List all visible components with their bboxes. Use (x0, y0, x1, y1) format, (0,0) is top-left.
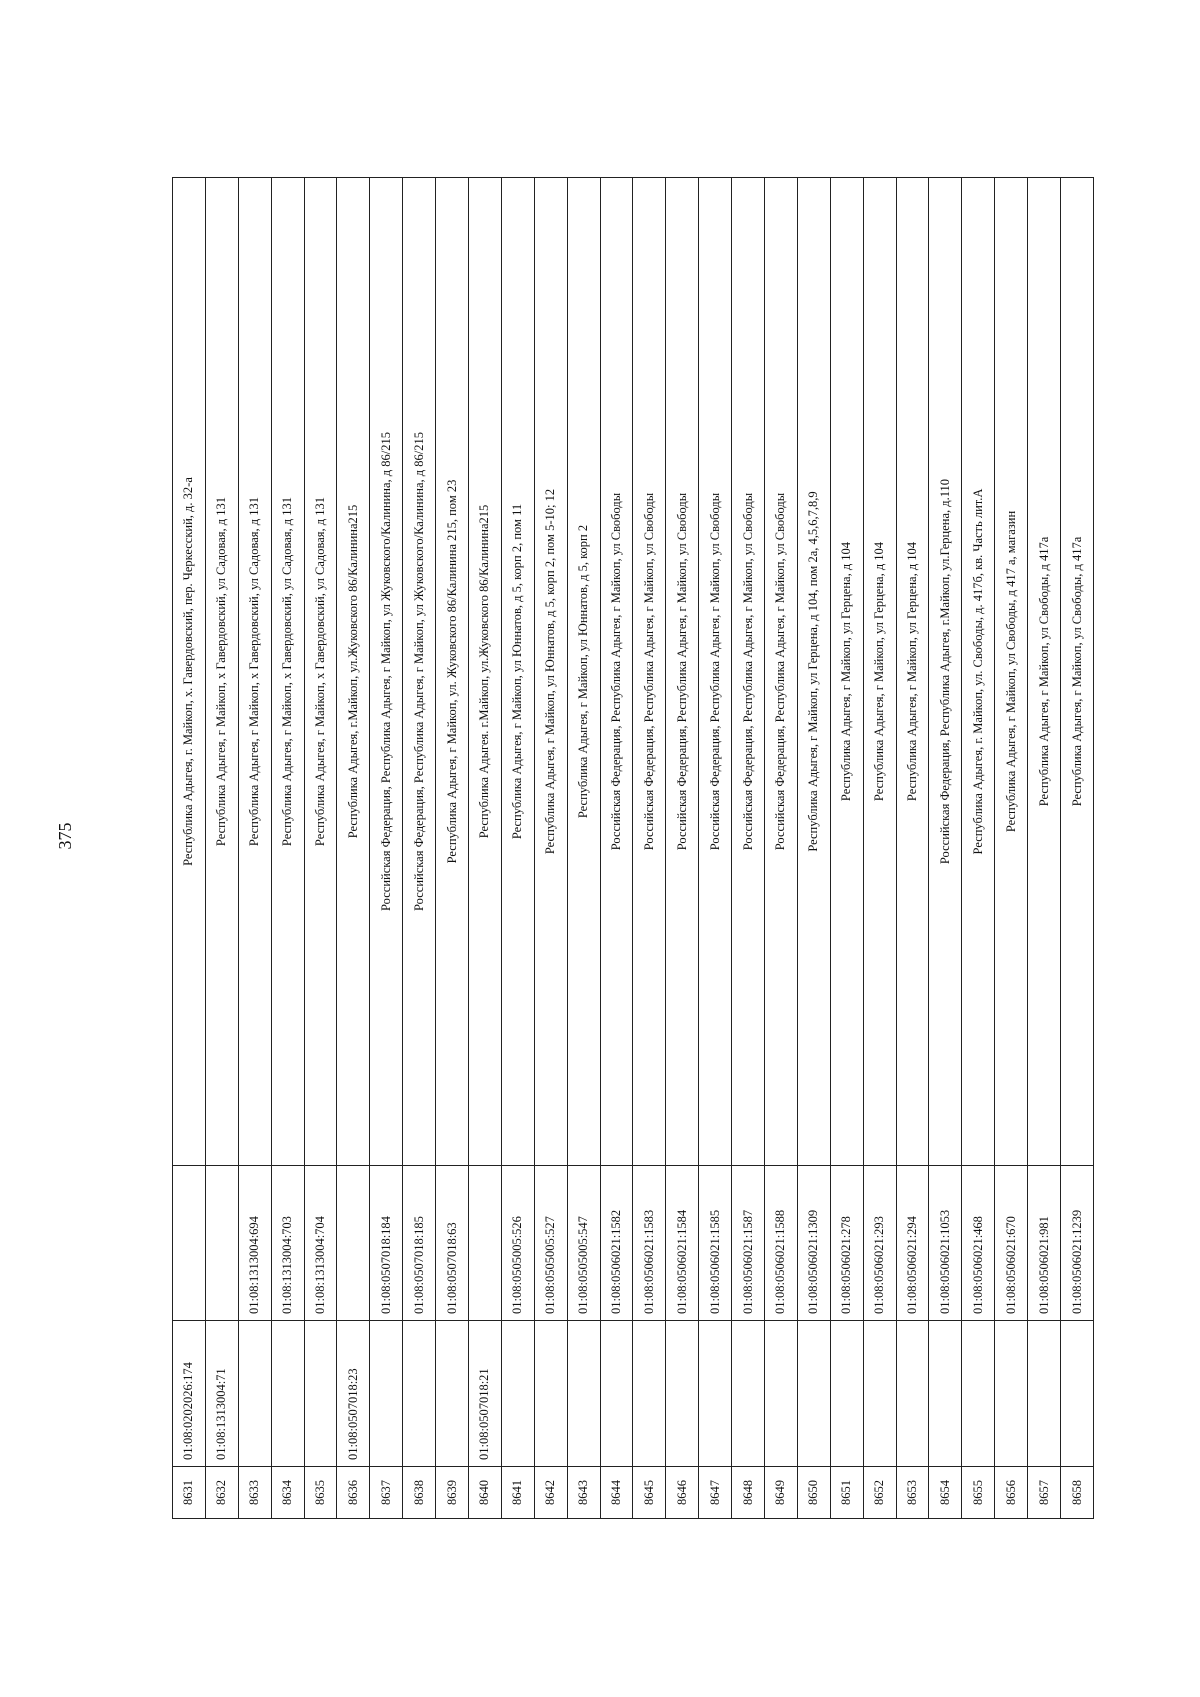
table-row (1061, 178, 1094, 1519)
registry-table-region (172, 178, 1094, 1519)
address-cell: Республика Адыгея, г Майкоп, ул Свободы, д 417а (1028, 178, 1061, 1166)
parcel-number-cell (666, 1321, 699, 1467)
row-number-cell: 8648 (732, 1467, 765, 1519)
address-cell: Республика Адыгея, г Майкоп, ул Свободы, д 417 а, магазин (995, 178, 1028, 1166)
parcel-number-cell (600, 1321, 633, 1467)
row-number-cell: 8638 (403, 1467, 436, 1519)
row-number-cell: 8646 (666, 1467, 699, 1519)
row-number-cell: 8637 (370, 1467, 403, 1519)
address-cell: Российская Федерация, Республика Адыгея, г.Майкоп, ул.Герцена, д.110 (929, 178, 962, 1166)
table-row (732, 178, 765, 1519)
row-number-cell: 8644 (600, 1467, 633, 1519)
row-number-cell: 8656 (995, 1467, 1028, 1519)
table-row (830, 178, 863, 1519)
row-number-cell: 8652 (863, 1467, 896, 1519)
parcel-number-cell (962, 1321, 995, 1467)
address-cell: Республика Адыгея, г Майкоп, х Гавердовский, ул Садовая, д 131 (205, 178, 238, 1166)
table-row (337, 178, 370, 1519)
table-row (469, 178, 502, 1519)
table-row (929, 178, 962, 1519)
object-number-cell: 01:08:0506021:1588 (765, 1166, 798, 1321)
object-number-cell: 01:08:0506021:1585 (699, 1166, 732, 1321)
parcel-number-cell (863, 1321, 896, 1467)
address-cell: Республика Адыгея, г Майкоп, ул Юннатов, д 5, корп 2, пом 5-10; 12 (534, 178, 567, 1166)
parcel-number-cell (238, 1321, 271, 1467)
object-number-cell (337, 1166, 370, 1321)
object-number-cell: 01:08:0506021:468 (962, 1166, 995, 1321)
object-number-cell: 01:08:0505005:527 (534, 1166, 567, 1321)
object-number-cell (205, 1166, 238, 1321)
object-number-cell: 01:08:0506021:981 (1028, 1166, 1061, 1321)
row-number-cell: 8657 (1028, 1467, 1061, 1519)
object-number-cell: 01:08:0506021:293 (863, 1166, 896, 1321)
parcel-number-cell (567, 1321, 600, 1467)
registry-table (172, 177, 1094, 1519)
object-number-cell: 01:08:0507018:185 (403, 1166, 436, 1321)
parcel-number-cell (699, 1321, 732, 1467)
row-number-cell: 8633 (238, 1467, 271, 1519)
object-number-cell: 01:08:0505005:526 (501, 1166, 534, 1321)
row-number-cell: 8650 (797, 1467, 830, 1519)
object-number-cell: 01:08:0506021:1584 (666, 1166, 699, 1321)
address-cell: Республика Адыгея, г Майкоп, ул Герцена, д 104 (896, 178, 929, 1166)
object-number-cell: 01:08:0506021:1309 (797, 1166, 830, 1321)
table-row (403, 178, 436, 1519)
parcel-number-cell (501, 1321, 534, 1467)
row-number-cell: 8653 (896, 1467, 929, 1519)
table-row (534, 178, 567, 1519)
parcel-number-cell: 01:08:0202026:174 (173, 1321, 206, 1467)
rotated-table-container (172, 178, 1094, 1519)
object-number-cell: 01:08:0507018:184 (370, 1166, 403, 1321)
parcel-number-cell (436, 1321, 469, 1467)
table-row (370, 178, 403, 1519)
object-number-cell (469, 1166, 502, 1321)
parcel-number-cell (304, 1321, 337, 1467)
address-cell: Республика Адыгея, г Майкоп, ул Герцена, д 104, пом 2а, 4,5,6,7,8,9 (797, 178, 830, 1166)
row-number-cell: 8634 (271, 1467, 304, 1519)
table-row (600, 178, 633, 1519)
object-number-cell: 01:08:0505005:547 (567, 1166, 600, 1321)
row-number-cell: 8635 (304, 1467, 337, 1519)
address-cell: Республика Адыгея, г.Майкоп, ул.Жуковского 86/Калинина215 (337, 178, 370, 1166)
row-number-cell: 8640 (469, 1467, 502, 1519)
table-row (205, 178, 238, 1519)
row-number-cell: 8655 (962, 1467, 995, 1519)
address-cell: Республика Адыгея. г.Майкоп, ул.Жуковского 86/Калинина215 (469, 178, 502, 1166)
table-row (436, 178, 469, 1519)
table-row (962, 178, 995, 1519)
address-cell: Российская Федерация, Республика Адыгея, г Майкоп, ул Свободы (732, 178, 765, 1166)
parcel-number-cell (765, 1321, 798, 1467)
address-cell: Российская Федерация, Республика Адыгея, г Майкоп, ул Жуковского/Калинина, д 86/215 (370, 178, 403, 1166)
address-cell: Республика Адыгея, г Майкоп, ул Герцена, д 104 (863, 178, 896, 1166)
address-cell: Республика Адыгея, г Майкоп, ул Свободы, д 417а (1061, 178, 1094, 1166)
table-row (863, 178, 896, 1519)
object-number-cell: 01:08:0506021:1582 (600, 1166, 633, 1321)
address-cell: Российская Федерация, Республика Адыгея, г Майкоп, ул Свободы (666, 178, 699, 1166)
table-row (1028, 178, 1061, 1519)
object-number-cell: 01:08:0506021:670 (995, 1166, 1028, 1321)
table-row (501, 178, 534, 1519)
row-number-cell: 8651 (830, 1467, 863, 1519)
row-number-cell: 8641 (501, 1467, 534, 1519)
table-row (699, 178, 732, 1519)
parcel-number-cell (896, 1321, 929, 1467)
object-number-cell: 01:08:0506021:1239 (1061, 1166, 1094, 1321)
table-row (567, 178, 600, 1519)
table-row (173, 178, 206, 1519)
page-number: 375 (55, 822, 75, 850)
address-cell: Российская Федерация, Республика Адыгея, г Майкоп, ул Свободы (633, 178, 666, 1166)
object-number-cell (173, 1166, 206, 1321)
object-number-cell: 01:08:0507018:63 (436, 1166, 469, 1321)
address-cell: Республика Адыгея, г. Майкоп, ул. Свободы, д. 417б, кв. Часть лит.А (962, 178, 995, 1166)
row-number-cell: 8645 (633, 1467, 666, 1519)
address-cell: Республика Адыгея, г. Майкоп, х. Гавердовский, пер. Черкесский, д. 32-а (173, 178, 206, 1166)
address-cell: Республика Адыгея, г Майкоп, ул Юннатов, д 5, корп 2, пом 11 (501, 178, 534, 1166)
row-number-cell: 8643 (567, 1467, 600, 1519)
table-row (304, 178, 337, 1519)
address-cell: Республика Адыгея, г Майкоп, ул Герцена, д 104 (830, 178, 863, 1166)
parcel-number-cell: 01:08:0507018:21 (469, 1321, 502, 1467)
table-row (896, 178, 929, 1519)
parcel-number-cell: 01:08:0507018:23 (337, 1321, 370, 1467)
row-number-cell: 8654 (929, 1467, 962, 1519)
parcel-number-cell (1028, 1321, 1061, 1467)
parcel-number-cell (995, 1321, 1028, 1467)
address-cell: Российская Федерация, Республика Адыгея, г Майкоп, ул Жуковского/Калинина, д 86/215 (403, 178, 436, 1166)
object-number-cell: 01:08:0506021:1587 (732, 1166, 765, 1321)
parcel-number-cell (797, 1321, 830, 1467)
parcel-number-cell (271, 1321, 304, 1467)
address-cell: Российская Федерация, Республика Адыгея, г Майкоп, ул Свободы (765, 178, 798, 1166)
address-cell: Республика Адыгея, г Майкоп, х Гавердовский, ул Садовая, д 131 (271, 178, 304, 1166)
parcel-number-cell (929, 1321, 962, 1467)
table-row (238, 178, 271, 1519)
row-number-cell: 8632 (205, 1467, 238, 1519)
parcel-number-cell (370, 1321, 403, 1467)
parcel-number-cell (534, 1321, 567, 1467)
address-cell: Республика Адыгея, г Майкоп, х Гавердовский, ул Садовая, д 131 (304, 178, 337, 1166)
registry-table-body (173, 178, 1094, 1519)
table-row (633, 178, 666, 1519)
object-number-cell: 01:08:0506021:294 (896, 1166, 929, 1321)
object-number-cell: 01:08:1313004:704 (304, 1166, 337, 1321)
row-number-cell: 8647 (699, 1467, 732, 1519)
row-number-cell: 8636 (337, 1467, 370, 1519)
parcel-number-cell: 01:08:1313004:71 (205, 1321, 238, 1467)
table-row (765, 178, 798, 1519)
parcel-number-cell (830, 1321, 863, 1467)
table-row (666, 178, 699, 1519)
row-number-cell: 8649 (765, 1467, 798, 1519)
row-number-cell: 8658 (1061, 1467, 1094, 1519)
parcel-number-cell (633, 1321, 666, 1467)
address-cell: Республика Адыгея, г Майкоп, ул. Жуковского 86/Калинина 215, пом 23 (436, 178, 469, 1166)
address-cell: Республика Адыгея, г Майкоп, ул Юннатов, д 5, корп 2 (567, 178, 600, 1166)
table-row (271, 178, 304, 1519)
object-number-cell: 01:08:0506021:278 (830, 1166, 863, 1321)
parcel-number-cell (403, 1321, 436, 1467)
row-number-cell: 8639 (436, 1467, 469, 1519)
address-cell: Российская Федерация, Республика Адыгея, г Майкоп, ул Свободы (699, 178, 732, 1166)
parcel-number-cell (732, 1321, 765, 1467)
row-number-cell: 8631 (173, 1467, 206, 1519)
address-cell: Республика Адыгея, г Майкоп, х Гавердовский, ул Садовая, д 131 (238, 178, 271, 1166)
object-number-cell: 01:08:1313004:694 (238, 1166, 271, 1321)
row-number-cell: 8642 (534, 1467, 567, 1519)
object-number-cell: 01:08:0506021:1053 (929, 1166, 962, 1321)
object-number-cell: 01:08:1313004:703 (271, 1166, 304, 1321)
parcel-number-cell (1061, 1321, 1094, 1467)
table-row (797, 178, 830, 1519)
table-row (995, 178, 1028, 1519)
object-number-cell: 01:08:0506021:1583 (633, 1166, 666, 1321)
address-cell: Российская Федерация, Республика Адыгея, г Майкоп, ул Свободы (600, 178, 633, 1166)
